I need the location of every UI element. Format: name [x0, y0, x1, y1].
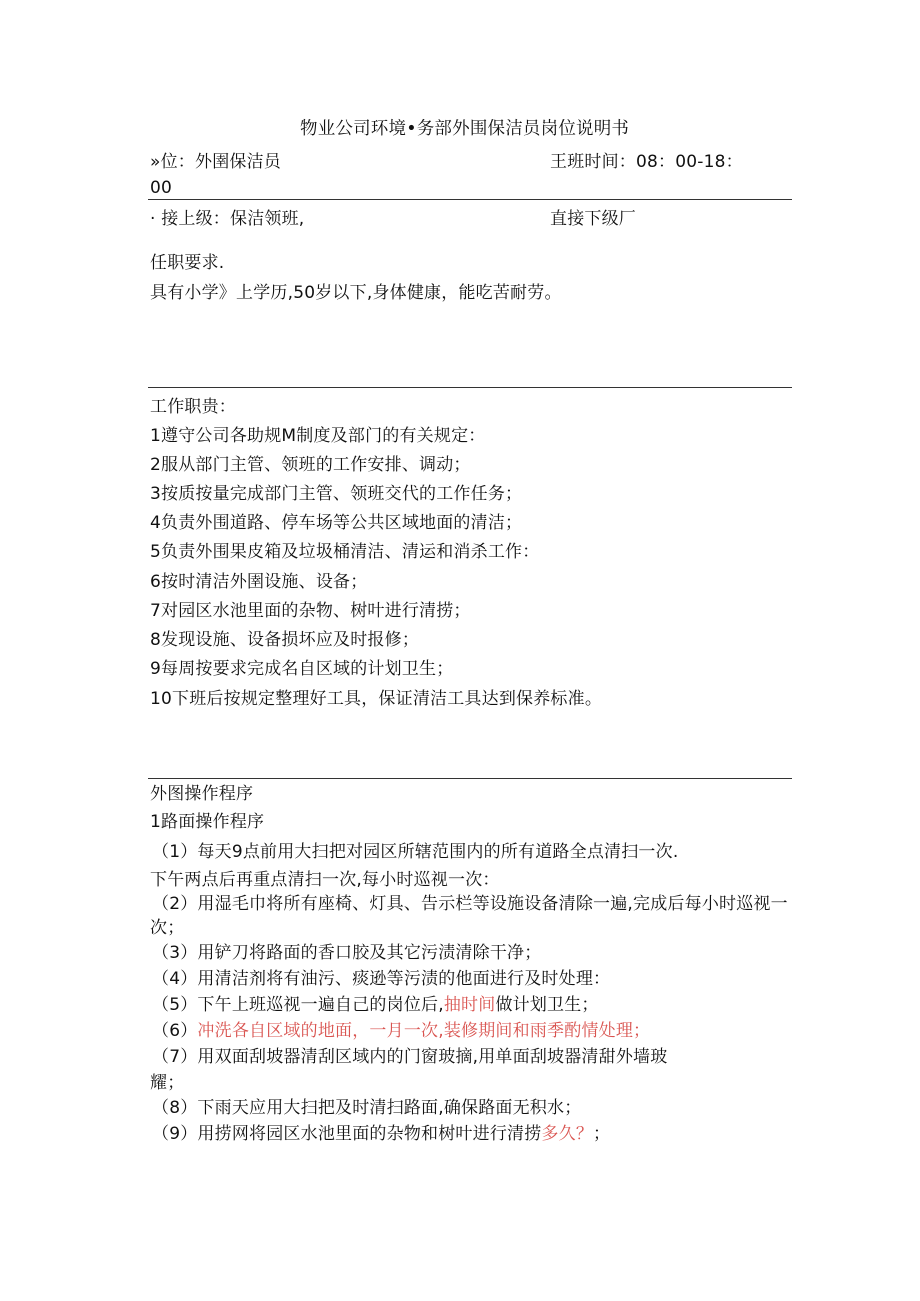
step-text: （6） — [152, 1021, 198, 1041]
procedure-step: （7）用双面刮坡器清刮区域内的门窗玻摘,用单面刮坡器清甜外墙玻 — [152, 1047, 668, 1067]
duty-item: 6按时清洁外圉设施、设备； — [150, 572, 368, 592]
step-text: 做计划卫生； — [495, 995, 599, 1015]
position-field: »位：外圉保洁员 — [150, 152, 282, 172]
procedure-step: （4）用清洁剂将有油污、痰逊等污渍的他面进行及时处理： — [152, 969, 611, 989]
procedure-step: （2）用湿毛巾将所有座椅、灯具、告示栏等设施设备清除一遍,完成后每小时巡视一 — [152, 894, 788, 914]
duty-item: 4负责外围道路、停车场等公共区域地面的清洁； — [150, 513, 523, 533]
document-title: 物业公司环境•务部外围保洁员岗位说明书 — [300, 119, 630, 139]
procedures-subheading: 1路面操作程序 — [150, 812, 265, 832]
duty-item: 3按质按量完成部门主管、领班交代的工作任务； — [150, 484, 523, 504]
divider — [148, 387, 792, 388]
step-text: （5）下午上班巡视一遍自己的岗位后, — [152, 995, 444, 1015]
procedure-step: 下午两点后再重点清扫一次,每小时巡视一次： — [150, 870, 500, 890]
procedure-step: （1）每天9点前用大扫把对园区所辖范围内的所有道路全点清扫一次. — [152, 842, 679, 862]
procedure-step — [152, 1123, 610, 1145]
step-text: （9）用捞网将园区水池里面的杂物和树叶进行清捞 — [152, 1124, 542, 1144]
work-time-continuation: 00 — [150, 178, 173, 198]
procedure-step — [152, 1020, 650, 1042]
procedure-step: 耀； — [150, 1073, 185, 1093]
duty-item: 9每周按要求完成名自区域的计划卫生； — [150, 659, 454, 679]
requirements-heading: 任职要求. — [150, 253, 225, 273]
highlighted-text: 多久？ — [541, 1124, 594, 1144]
procedure-step: （8）下雨天应用大扫把及时清扫路面,确保路面无积水； — [152, 1098, 582, 1118]
duties-heading: 工作职贵： — [150, 397, 236, 417]
divider — [148, 778, 792, 779]
superior-field: · 接上级：保洁领班, — [150, 209, 305, 229]
procedure-step — [152, 994, 599, 1016]
duty-item: 2服从部门主管、领班的工作安排、调动； — [150, 455, 471, 475]
highlighted-text: 冲洗各自区域的地面，一月一次,装修期间和雨季酌情处理； — [197, 1021, 651, 1041]
duty-item: 8发现设施、设备损坏应及时报修； — [150, 630, 420, 650]
duty-item: 10下班后按规定整理好工具，保证清洁工具达到保养标准。 — [150, 689, 603, 709]
work-time-field: 王班时间：08：00-18： — [550, 152, 743, 172]
duty-item: 1遵守公司各助规M制度及部门的有关规定： — [150, 426, 486, 446]
procedure-step: （3）用铲刀将路面的香口胶及其它污渍清除干净； — [152, 943, 542, 963]
requirements-text: 具有小学》上学历,50岁以下,身体健康，能吃苦耐劳。 — [150, 283, 562, 303]
divider — [148, 199, 792, 200]
procedures-heading: 外图操作程序 — [150, 784, 254, 804]
duty-item: 7对园区水池里面的杂物、树叶进行清捞； — [150, 601, 471, 621]
procedure-step: 次； — [150, 918, 185, 938]
duty-item: 5负责外围果皮箱及垃圾桶清洁、清运和消杀工作： — [150, 542, 540, 562]
step-text: ； — [593, 1124, 611, 1144]
highlighted-text: 抽时间 — [443, 995, 496, 1015]
subordinate-field: 直接下级厂 — [550, 209, 636, 229]
